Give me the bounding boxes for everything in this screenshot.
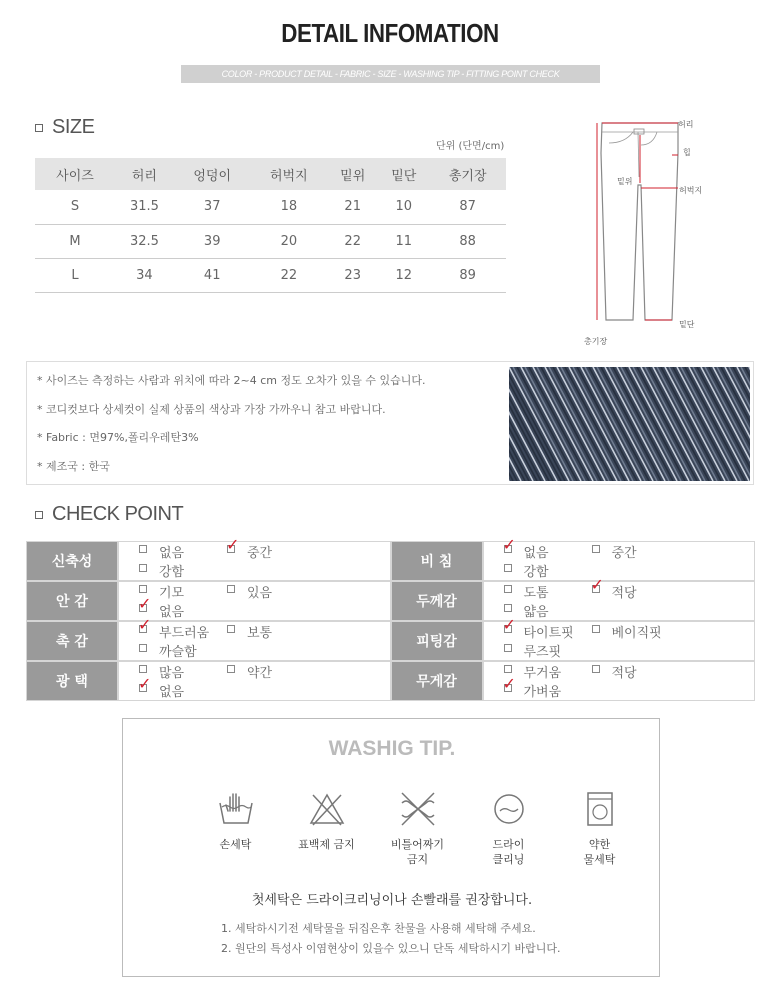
check-option-label: 베이직핏	[611, 626, 662, 641]
check-row	[26, 541, 755, 581]
washing-note: 2. 원단의 특성사 이염현상이 있을수 있으니 단독 세탁하시기 바랍니다.	[221, 942, 561, 955]
check-row	[26, 621, 755, 661]
no-bleach-label: 표백제 금지	[298, 838, 355, 851]
check-heading-label: CHECK POINT	[52, 503, 184, 525]
check-option[interactable]	[139, 641, 227, 660]
checkmark-icon: ✓	[138, 594, 152, 613]
gentle-wash-item	[554, 789, 645, 867]
size-cell: L	[35, 258, 115, 292]
check-option[interactable]	[502, 615, 592, 641]
page-title: DETAIL INFOMATION	[281, 18, 499, 48]
check-option-label: 많음	[159, 666, 185, 681]
size-col-header: 엉덩이	[174, 158, 251, 190]
info-line: * 제조국 : 한국	[37, 459, 110, 473]
check-options	[118, 535, 391, 581]
washing-notes	[221, 919, 561, 959]
rise-label: 밑위	[617, 177, 633, 186]
checkmark-icon: ✓	[502, 674, 516, 693]
checkbox-icon[interactable]	[504, 585, 512, 593]
size-cell: M	[35, 224, 115, 258]
checkbox-icon[interactable]	[139, 644, 147, 652]
checkbox-icon[interactable]	[139, 665, 147, 673]
size-cell: 34	[115, 258, 174, 292]
check-label: 안 감	[26, 581, 118, 621]
check-label: 피팅감	[391, 621, 483, 661]
info-line: * Fabric : 면97%,폴리우레탄3%	[37, 431, 199, 444]
no-wring-item	[372, 789, 463, 867]
gentle-wash-icon	[580, 789, 620, 829]
check-option-label: 중간	[611, 546, 637, 561]
check-option-label: 없음	[159, 546, 185, 561]
size-cell: 37	[174, 190, 251, 224]
square-bullet-icon	[35, 124, 43, 132]
check-option-label: 까슬함	[159, 645, 197, 660]
gentle-wash-label: 약한 물세탁	[583, 838, 616, 866]
checkbox-icon[interactable]	[227, 625, 235, 633]
check-options	[118, 581, 391, 621]
check-option[interactable]	[138, 615, 227, 641]
check-row	[26, 661, 755, 701]
length-label: 총기장	[584, 337, 608, 346]
check-option-label: 루즈핏	[523, 645, 562, 660]
check-option-label: 없음	[159, 685, 185, 700]
washing-tip-title: WASHIG TIP.	[328, 737, 456, 760]
size-cell: 21	[327, 190, 378, 224]
checkbox-icon[interactable]	[504, 564, 512, 572]
size-cell: 22	[251, 258, 328, 292]
no-bleach-item	[281, 789, 372, 867]
size-col-header: 사이즈	[35, 158, 115, 190]
check-option-label: 없음	[523, 546, 549, 561]
info-line: * 사이즈는 측정하는 사람과 위치에 따라 2~4 cm 정도 오차가 있을 수 있습니다.	[37, 374, 426, 387]
dry-clean-item	[463, 789, 554, 867]
washing-note: 1. 세탁하시기전 세탁물을 뒤집은후 찬물을 사용해 세탁해 주세요.	[221, 922, 536, 935]
size-cell: 10	[378, 190, 429, 224]
check-option[interactable]	[138, 594, 227, 620]
size-col-header: 밑단	[378, 158, 429, 190]
thigh-label: 허벅지	[679, 186, 703, 195]
check-options	[483, 535, 756, 581]
size-cell: 89	[429, 258, 506, 292]
checkbox-icon[interactable]	[227, 665, 235, 673]
check-label: 광 택	[26, 661, 118, 701]
check-option-label: 있음	[247, 586, 273, 601]
check-option[interactable]	[138, 674, 227, 700]
hip-label: 힙	[683, 148, 691, 157]
check-option-label: 부드러움	[159, 626, 210, 641]
check-option[interactable]	[504, 662, 592, 681]
check-option[interactable]	[139, 561, 227, 580]
dry-clean-icon	[489, 789, 529, 829]
check-option-label: 타이트핏	[523, 626, 574, 641]
check-option-label: 강함	[523, 565, 549, 580]
check-option[interactable]	[592, 662, 680, 681]
check-option[interactable]	[139, 542, 227, 561]
size-col-header: 총기장	[429, 158, 506, 190]
check-option[interactable]	[504, 601, 592, 620]
check-options	[118, 661, 391, 701]
check-option[interactable]	[139, 582, 227, 601]
check-option-label: 적당	[611, 586, 637, 601]
checkmark-icon: ✓	[590, 575, 604, 594]
checkmark-icon: ✓	[226, 535, 240, 554]
checkbox-icon[interactable]	[504, 644, 512, 652]
hand-wash-icon	[216, 789, 256, 829]
no-wring-label: 비틀어짜기 금지	[390, 838, 445, 866]
info-line: * 코디컷보다 상세컷이 실제 상품의 색상과 가장 가까우니 참고 바랍니다.	[37, 402, 386, 416]
washing-main-text: 첫세탁은 드라이크리닝이나 손빨래를 권장합니다.	[251, 893, 533, 908]
no-bleach-icon	[307, 789, 347, 829]
waist-label: 허리	[678, 120, 694, 129]
size-cell: 11	[378, 224, 429, 258]
check-point-table	[26, 535, 755, 701]
info-list	[37, 374, 425, 488]
no-wring-icon	[398, 789, 438, 829]
size-col-header: 허벅지	[251, 158, 328, 190]
washing-icons	[190, 789, 645, 867]
table-row	[35, 190, 506, 224]
check-label: 촉 감	[26, 621, 118, 661]
checkbox-icon[interactable]	[592, 625, 600, 633]
product-info-box	[26, 361, 754, 485]
size-col-header: 밑위	[327, 158, 378, 190]
check-option-label: 도톰	[523, 586, 549, 601]
pants-diagram	[575, 115, 725, 350]
check-option[interactable]	[227, 622, 315, 641]
check-label: 두께감	[391, 581, 483, 621]
checkmark-icon: ✓	[138, 674, 152, 693]
hem-label: 밑단	[679, 320, 695, 329]
size-cell: 39	[174, 224, 251, 258]
check-option[interactable]	[592, 542, 680, 561]
square-bullet-icon	[35, 511, 43, 519]
check-option[interactable]	[504, 582, 592, 601]
check-option[interactable]	[590, 575, 680, 601]
dry-clean-label: 드라이 클리닝	[492, 838, 525, 866]
check-option-label: 약간	[247, 666, 273, 681]
size-cell: 12	[378, 258, 429, 292]
check-option[interactable]	[592, 622, 680, 641]
check-option-label: 보통	[247, 626, 273, 641]
checkbox-icon[interactable]	[139, 585, 147, 593]
check-options	[118, 615, 391, 661]
size-cell: 22	[327, 224, 378, 258]
check-label: 비 침	[391, 541, 483, 581]
check-heading	[35, 503, 183, 526]
check-option[interactable]	[502, 674, 592, 700]
check-row	[26, 581, 755, 621]
check-options	[483, 615, 756, 661]
checkbox-icon[interactable]	[504, 604, 512, 612]
check-options	[483, 661, 756, 701]
check-option[interactable]	[227, 582, 315, 601]
check-options	[483, 575, 756, 621]
check-option[interactable]	[139, 662, 227, 681]
check-option-label: 얇음	[523, 605, 549, 620]
check-option-label: 무거움	[523, 666, 562, 681]
checkmark-icon: ✓	[502, 535, 516, 554]
size-cell: 31.5	[115, 190, 174, 224]
section-nav-bar: COLOR - PRODUCT DETAIL - FABRIC - SIZE - WASHING TIP - FITTING POINT CHECK	[181, 65, 600, 83]
checkbox-icon[interactable]	[139, 564, 147, 572]
checkmark-icon: ✓	[502, 615, 516, 634]
size-col-header: 허리	[115, 158, 174, 190]
hand-wash-label: 손세탁	[219, 838, 252, 851]
check-option[interactable]	[227, 662, 315, 681]
size-heading	[35, 116, 94, 139]
check-option[interactable]	[504, 561, 592, 580]
checkbox-icon[interactable]	[139, 545, 147, 553]
check-option[interactable]	[504, 641, 592, 660]
check-label: 무게감	[391, 661, 483, 701]
size-cell: 23	[327, 258, 378, 292]
check-option-label: 기모	[159, 586, 185, 601]
checkbox-icon[interactable]	[227, 585, 235, 593]
size-cell: 87	[429, 190, 506, 224]
size-cell: 18	[251, 190, 328, 224]
table-row	[35, 258, 506, 292]
washing-tip-box	[122, 718, 660, 977]
check-option-label: 강함	[159, 565, 185, 580]
size-cell: S	[35, 190, 115, 224]
check-option-label: 가벼움	[523, 685, 562, 700]
check-option-label: 중간	[247, 546, 273, 561]
size-cell: 41	[174, 258, 251, 292]
size-cell: 20	[251, 224, 328, 258]
check-label: 신축성	[26, 541, 118, 581]
check-option-label: 없음	[159, 605, 185, 620]
check-option[interactable]	[502, 535, 592, 561]
table-row	[35, 224, 506, 258]
size-table	[35, 158, 506, 293]
check-option-label: 적당	[611, 666, 637, 681]
checkbox-icon[interactable]	[504, 665, 512, 673]
fabric-swatch-image	[509, 367, 750, 481]
check-option[interactable]	[226, 535, 315, 561]
checkmark-icon: ✓	[138, 615, 152, 634]
checkbox-icon[interactable]	[592, 545, 600, 553]
hand-wash-item	[190, 789, 281, 867]
size-cell: 32.5	[115, 224, 174, 258]
checkbox-icon[interactable]	[592, 665, 600, 673]
size-heading-label: SIZE	[52, 116, 95, 138]
size-unit: 단위 (단면/cm)	[436, 141, 505, 152]
size-cell: 88	[429, 224, 506, 258]
